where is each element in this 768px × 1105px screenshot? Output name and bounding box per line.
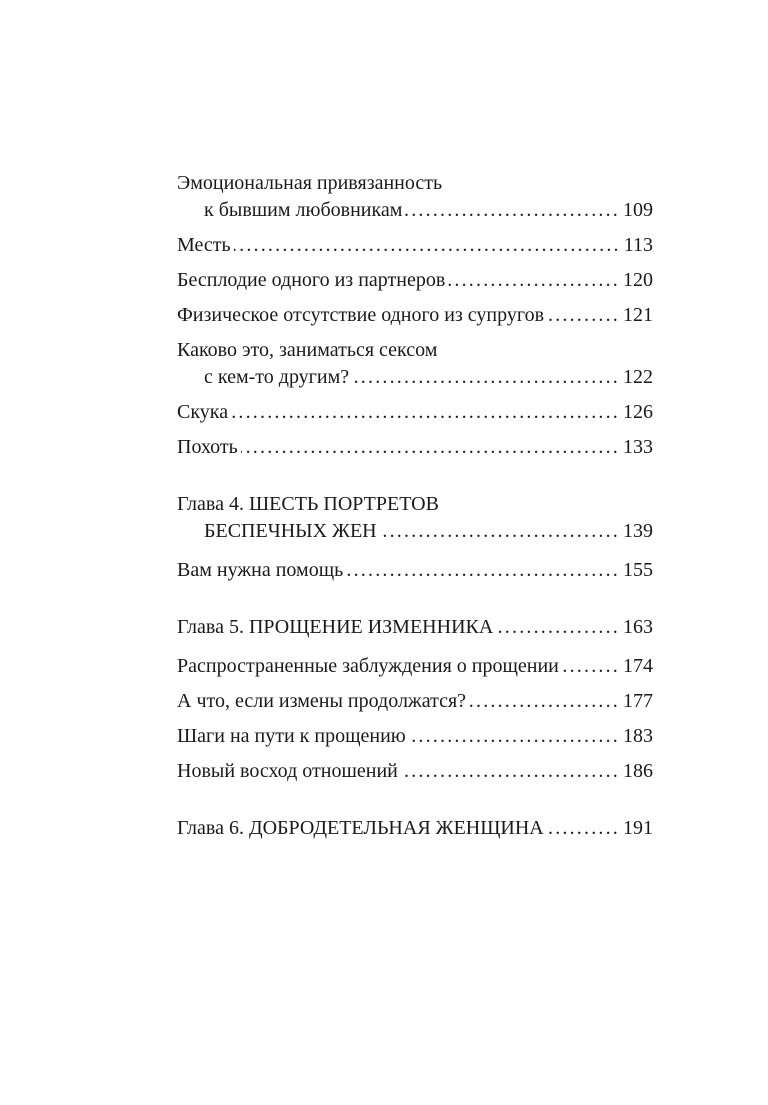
toc-entry-title: Скука [177, 401, 229, 423]
toc-page-number: 133 [623, 436, 653, 458]
toc-entry-title: Шаги на пути к прощению [177, 725, 406, 747]
toc-page-number: 109 [623, 199, 653, 221]
toc-entry [177, 170, 653, 224]
dot-leader [241, 434, 620, 461]
toc-page-number: 122 [623, 366, 653, 388]
toc-page-number: 163 [623, 616, 653, 638]
toc-entry [177, 337, 653, 391]
toc-entry [177, 434, 653, 461]
dot-leader [401, 758, 620, 785]
toc-chapter-title: Глава 5. ПРОЩЕНИЕ ИЗМЕННИКА [177, 616, 494, 638]
toc-page-number: 186 [623, 760, 653, 782]
toc-page-number: 139 [623, 520, 653, 542]
toc-chapter-entry [177, 614, 653, 641]
toc-page-number: 177 [623, 690, 653, 712]
toc-entry-title: Месть [177, 234, 231, 256]
dot-leader [352, 364, 620, 391]
dot-leader [231, 399, 620, 426]
toc-page-number: 191 [623, 817, 653, 839]
toc-chapter-title-line1: Глава 4. ШЕСТЬ ПОРТРЕТОВ [177, 493, 439, 515]
dot-leader [547, 302, 620, 329]
toc-entry-title: Новый восход отношений [177, 760, 398, 782]
toc-entry [177, 557, 653, 584]
table-of-contents [177, 170, 653, 842]
toc-page-number: 121 [623, 304, 653, 326]
toc-entry-title-line1: Эмоциональная привязанность [177, 172, 443, 194]
toc-page-number: 113 [623, 234, 653, 256]
dot-leader [496, 614, 620, 641]
toc-entry [177, 758, 653, 785]
toc-page-number: 155 [623, 559, 653, 581]
toc-entry-title: А что, если измены продолжатся? [177, 690, 467, 712]
dot-leader [409, 723, 620, 750]
toc-entry [177, 232, 653, 259]
toc-entry [177, 302, 653, 329]
toc-chapter-title: Глава 6. ДОБРОДЕТЕЛЬНАЯ ЖЕНЩИНА [177, 817, 544, 839]
toc-page-number: 126 [623, 401, 653, 423]
toc-entry [177, 688, 653, 715]
toc-entry [177, 267, 653, 294]
toc-entry-title-line2: к бывшим любовникам [204, 199, 403, 221]
toc-chapter-entry [177, 815, 653, 842]
dot-leader [380, 518, 620, 545]
toc-entry-title: Похоть [177, 436, 238, 458]
toc-entry-title: Распространенные заблуждения о прощении [177, 655, 559, 677]
toc-page-number: 120 [623, 269, 653, 291]
toc-entry [177, 723, 653, 750]
dot-leader [405, 197, 620, 224]
dot-leader [448, 267, 620, 294]
toc-page-number: 174 [623, 655, 653, 677]
dot-leader [234, 232, 621, 259]
toc-page-number: 183 [623, 725, 653, 747]
toc-entry-title: Бесплодие одного из партнеров [177, 269, 446, 291]
toc-entry-title: Вам нужна помощь [177, 559, 344, 581]
toc-entry [177, 653, 653, 680]
toc-chapter-entry [177, 491, 653, 545]
toc-entry-title: Физическое отсутствие одного из супругов [177, 304, 545, 326]
toc-entry-title-line2: с кем-то другим? [204, 366, 350, 388]
dot-leader [547, 815, 620, 842]
dot-leader [469, 688, 620, 715]
toc-entry [177, 399, 653, 426]
toc-chapter-title-line2: БЕСПЕЧНЫХ ЖЕН [204, 520, 377, 542]
dot-leader [346, 557, 620, 584]
toc-entry-title-line1: Каково это, заниматься сексом [177, 339, 438, 361]
dot-leader [562, 653, 620, 680]
